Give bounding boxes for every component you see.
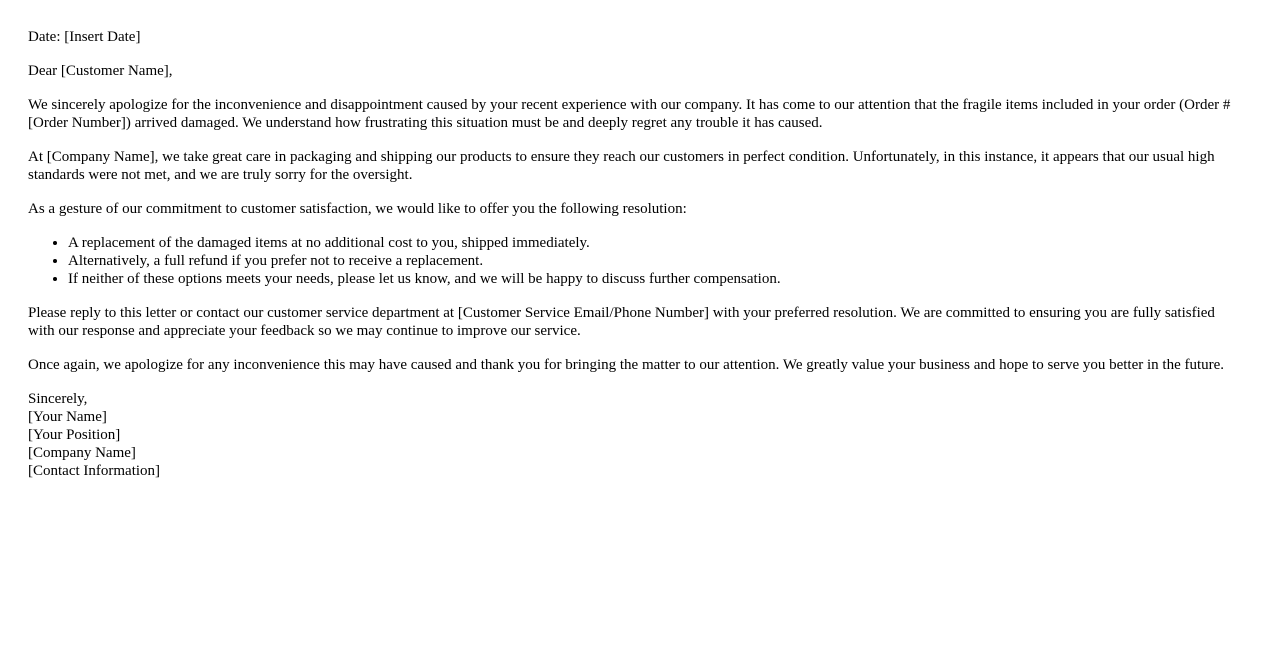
letter-salutation: Dear [Customer Name],: [28, 63, 173, 79]
resolution-option-refund: • Alternatively, a full refund if you prefer not to receive a replacement.: [68, 252, 1240, 270]
signature-closing: Sincerely,: [28, 391, 88, 407]
signature-block: [28, 390, 1240, 480]
letter-paragraph-apology: We sincerely apologize for the inconvenience and disappointment caused by your recent experience with our company. It has come to our attention that the fragile items included in your order (Order #[Order Number]) arrived damaged. We understand how frustrating this situation must be and deeply regret any trouble it has caused.: [28, 97, 1231, 131]
letter-paragraph-explanation: At [Company Name], we take great care in packaging and shipping our products to ensure they reach our customers in perfect condition. Unfortunately, in this instance, it appears that our usual high standards were not met, and we are truly sorry for the oversight.: [28, 149, 1215, 183]
signature-position: [Your Position]: [28, 427, 121, 443]
signature-company: [Company Name]: [28, 445, 136, 461]
letter-document: [28, 28, 1240, 496]
signature-contact: [Contact Information]: [28, 463, 161, 479]
signature-name: [Your Name]: [28, 409, 107, 425]
letter-paragraph-closing: Once again, we apologize for any inconvenience this may have caused and thank you for bringing the matter to our attention. We greatly value your business and hope to serve you better in the future.: [28, 357, 1225, 373]
letter-date: Date: [Insert Date]: [28, 29, 141, 45]
resolution-options-list: [28, 234, 1240, 288]
letter-paragraph-contact: Please reply to this letter or contact our customer service department at [Customer Service Email/Phone Number] with your preferred resolution. We are committed to ensuring you are fully satisfied with our response and appreciate your feedback so we may continue to improve our service.: [28, 305, 1215, 339]
letter-paragraph-resolution-intro: As a gesture of our commitment to customer satisfaction, we would like to offer you the following resolution:: [28, 201, 687, 217]
resolution-option-compensation: • If neither of these options meets your needs, please let us know, and we will be happy to discuss further compensation.: [68, 270, 1240, 288]
resolution-option-replacement: • A replacement of the damaged items at no additional cost to you, shipped immediately.: [68, 234, 1240, 252]
